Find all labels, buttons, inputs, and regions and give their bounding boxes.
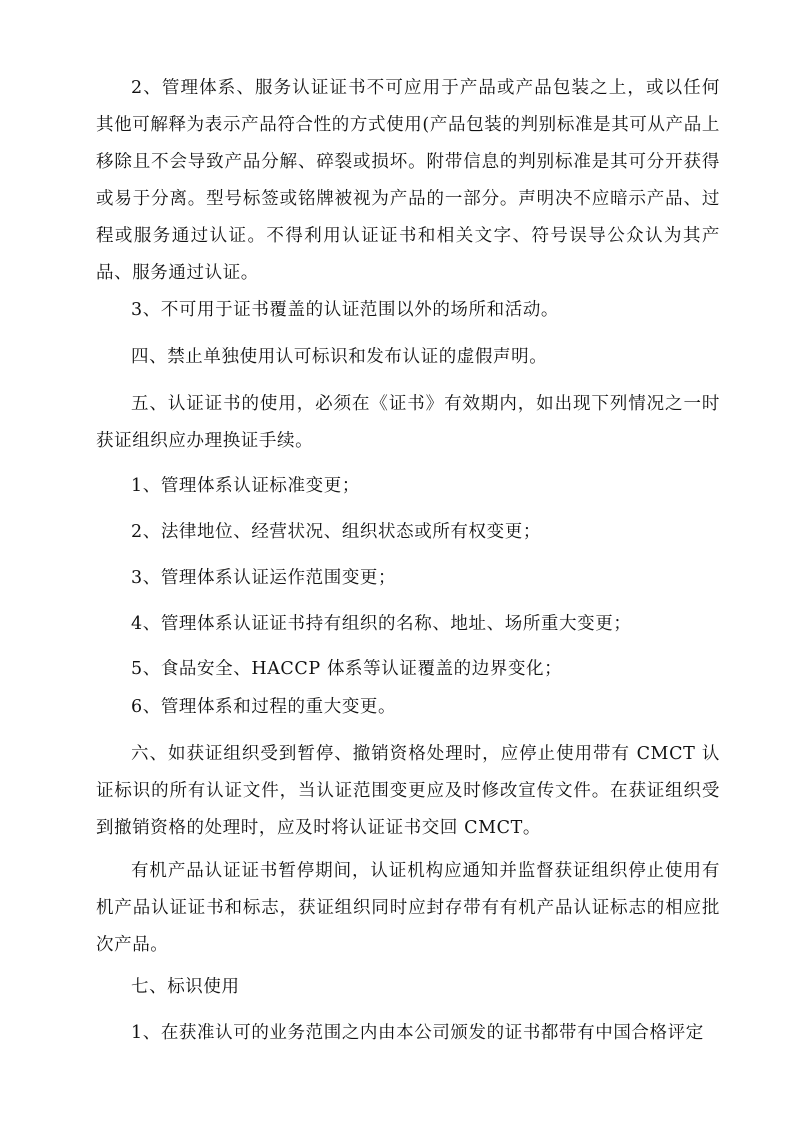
list-item-4: 4、管理体系认证证书持有组织的名称、地址、场所重大变更； [131,614,632,634]
list-item-1: 1、管理体系认证标准变更； [131,476,360,496]
paragraph-section-7-item-1: 1、在获准认可的业务范围之内由本公司颁发的证书都带有中国合格评定 [131,1023,704,1043]
list-item-6: 6、管理体系和过程的重大变更。 [131,697,397,717]
paragraph-section-5: 五、认证证书的使用，必须在《证书》有效期内，如出现下列情况之一时获证组织应办理换证手续。 [96,394,720,451]
paragraph-item-2-certificate-usage: 2、管理体系、服务认证证书不可应用于产品或产品包装之上，或以任何其他可解释为表示产品符合性的方式使用(产品包装的判别标准是其可从产品上移除且不会导致产品分解、碎裂或损坏。附带信息的判别标准是其可分开获得或易于分离。型号标签或铭牌被视为产品的一部分。声明决不应暗示产品、过程或服务通过认证。不得利用认证证书和相关文字、符号误导公众认为其产品、服务通过认证。 [96,78,720,283]
list-item-2: 2、法律地位、经营状况、组织状态或所有权变更； [131,522,541,542]
paragraph-item-3-scope-limit: 3、不可用于证书覆盖的认证范围以外的场所和活动。 [131,300,560,320]
paragraph-organic-suspension: 有机产品认证证书暂停期间，认证机构应通知并监督获证组织停止使用有机产品认证证书和标志，获证组织同时应封存带有有机产品认证标志的相应批次产品。 [96,861,720,955]
paragraph-section-6: 六、如获证组织受到暂停、撤销资格处理时，应停止使用带有 CMCT 认证标识的所有认证文件，当认证范围变更应及时修改宣传文件。在获证组织受到撤销资格的处理时，应及时将认证证书交回 CMCT。 [96,744,720,838]
list-item-5: 5、食品安全、HACCP 体系等认证覆盖的边界变化； [131,659,563,679]
paragraph-section-7-heading: 七、标识使用 [131,977,240,997]
paragraph-section-4: 四、禁止单独使用认可标识和发布认证的虚假声明。 [131,347,548,367]
list-item-3: 3、管理体系认证运作范围变更； [131,568,397,588]
